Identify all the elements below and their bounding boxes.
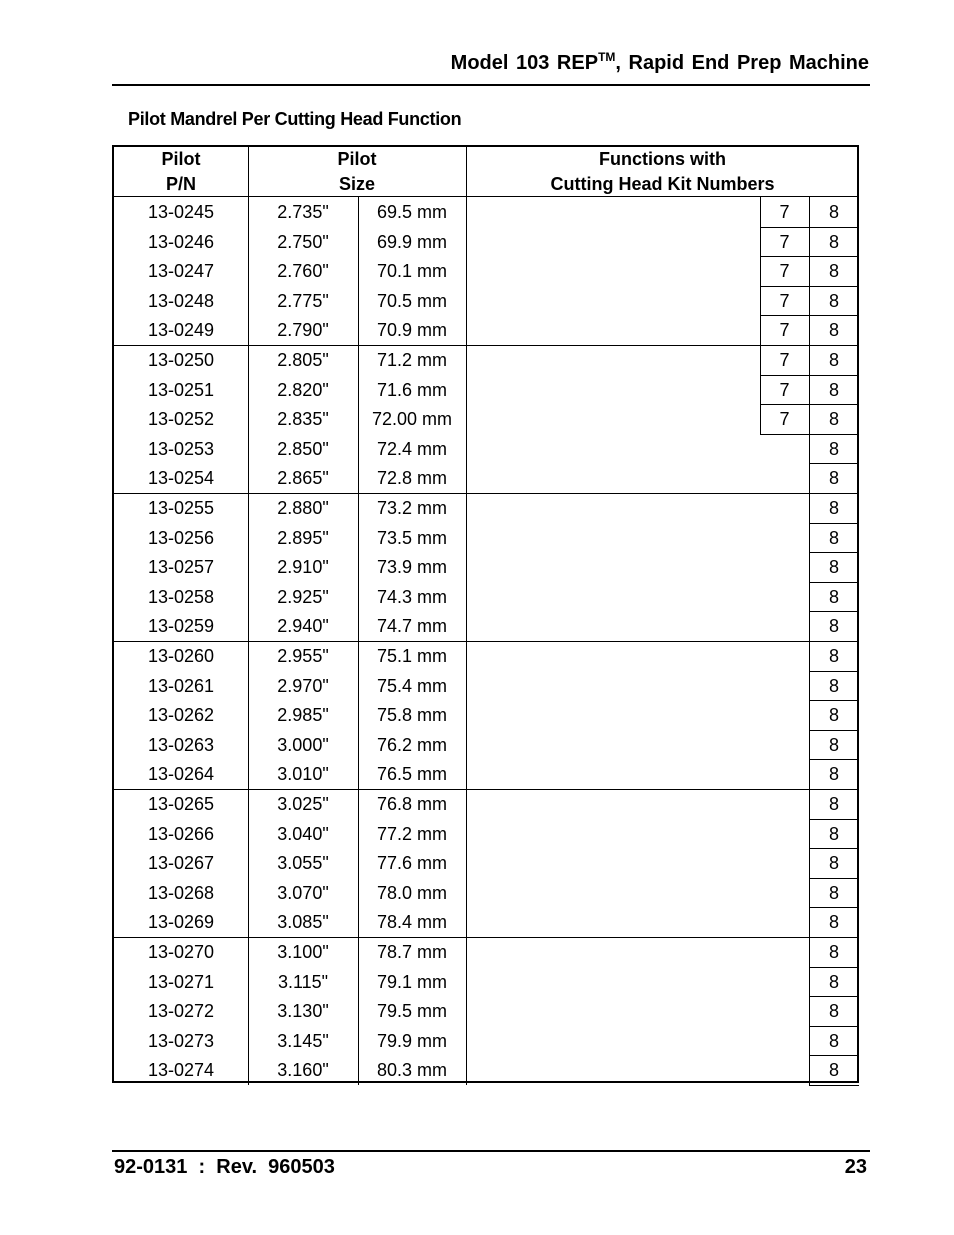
pilot-part-number: 13-0274: [147, 1060, 215, 1081]
header-pilot-pn: [114, 147, 248, 197]
kit-cell-border: [809, 1085, 859, 1086]
kit-8-value: 8: [828, 379, 839, 400]
pilot-size-inch: 2.735": [277, 202, 329, 222]
pilot-part-number: 13-0268: [147, 882, 215, 903]
pilot-part-number: 13-0246: [147, 231, 215, 252]
kit-cell-border: [760, 256, 809, 257]
header-pilot-pn-line2: P/N: [165, 174, 196, 194]
kit-8-value: 8: [828, 350, 839, 370]
kit-8-value: 8: [828, 1030, 839, 1051]
group-divider: [114, 493, 809, 494]
pilot-size-inch: 2.895": [277, 527, 329, 548]
kit-cell-border: [760, 315, 809, 316]
header-functions: [466, 147, 859, 197]
kit-8-value: 8: [828, 942, 839, 962]
pilot-size-mm: 70.9 mm: [376, 320, 448, 341]
pilot-size-inch: 3.040": [277, 823, 329, 844]
pilot-size-inch: 2.970": [277, 675, 329, 696]
pilot-size-mm: 74.7 mm: [376, 616, 448, 637]
pilot-size-inch: 2.880": [277, 498, 329, 518]
pilot-size-inch: 2.835": [277, 409, 329, 430]
pilot-size-mm: 73.9 mm: [376, 557, 448, 578]
header-divider: [114, 196, 859, 197]
pilot-part-number: 13-0247: [147, 261, 215, 282]
page-header-title: [451, 52, 869, 75]
kit-cell-border: [809, 463, 859, 464]
kit-8-value: 8: [828, 971, 839, 992]
group-divider: [114, 789, 809, 790]
kit-cell-border: [809, 611, 859, 612]
kit-cell-border: [809, 1055, 859, 1056]
pilot-size-inch: 2.910": [277, 557, 329, 578]
kit-cell-border: [809, 345, 859, 346]
pilot-size-inch: 2.985": [277, 705, 329, 726]
pilot-size-mm: 73.5 mm: [376, 527, 448, 548]
pilot-size-inch: 2.820": [277, 379, 329, 400]
model-description: , Rapid End Prep Machine: [615, 52, 869, 74]
kit-7-value: 7: [779, 379, 790, 400]
kit-8-value: 8: [828, 882, 839, 903]
kit-8-value: 8: [828, 498, 839, 518]
kit-8-value: 8: [828, 705, 839, 726]
kit-cell-border: [809, 404, 859, 405]
pilot-size-inch: 3.025": [277, 794, 329, 814]
kit-cell-border: [809, 1026, 859, 1027]
pilot-size-inch: 3.085": [277, 912, 329, 933]
kit-8-value: 8: [828, 734, 839, 755]
pilot-size-mm: 75.4 mm: [376, 675, 448, 696]
kit-7-value: 7: [779, 202, 790, 222]
kit-8-value: 8: [828, 409, 839, 430]
kit-8-value: 8: [828, 557, 839, 578]
pilot-part-number: 13-0252: [147, 409, 215, 430]
kit-7-value: 7: [779, 231, 790, 252]
header-functions-line2: Cutting Head Kit Numbers: [550, 174, 775, 194]
kit-cell-border: [760, 315, 761, 345]
pilot-part-number: 13-0256: [147, 527, 215, 548]
pilot-part-number: 13-0267: [147, 853, 215, 874]
pilot-size-inch: 3.070": [277, 882, 329, 903]
pilot-size-mm: 71.6 mm: [376, 379, 448, 400]
pilot-part-number: 13-0273: [147, 1030, 215, 1051]
pilot-size-inch: 2.760": [277, 261, 329, 282]
kit-7-value: 7: [779, 320, 790, 341]
pilot-part-number: 13-0271: [147, 971, 215, 992]
pilot-size-mm: 73.2 mm: [376, 498, 448, 518]
pilot-size-inch: 3.055": [277, 853, 329, 874]
kit-cell-border: [760, 256, 761, 286]
kit-8-value: 8: [828, 764, 839, 785]
pilot-size-mm: 79.9 mm: [376, 1030, 448, 1051]
kit-cell-border: [809, 552, 859, 553]
pilot-part-number: 13-0259: [147, 616, 215, 637]
pilot-size-mm: 80.3 mm: [376, 1060, 448, 1081]
pilot-size-mm: 72.4 mm: [376, 438, 448, 459]
kit-cell-border: [760, 375, 761, 405]
kit-cell-border: [809, 789, 859, 790]
kit-7-value: 7: [779, 350, 790, 370]
pilot-part-number: 13-0262: [147, 705, 215, 726]
pilot-size-mm: 75.1 mm: [376, 646, 448, 666]
pilot-part-number: 13-0269: [147, 912, 215, 933]
pilot-size-inch: 3.000": [277, 734, 329, 755]
pilot-size-mm: 77.2 mm: [376, 823, 448, 844]
pilot-size-mm: 78.7 mm: [376, 942, 448, 962]
header-rule: [112, 84, 870, 86]
pilot-size-mm: 70.5 mm: [376, 290, 448, 311]
kit-8-value: 8: [828, 1060, 839, 1081]
pilot-part-number: 13-0266: [147, 823, 215, 844]
pilot-size-inch: 3.130": [277, 1001, 329, 1022]
pilot-size-inch: 3.115": [277, 971, 329, 992]
kit-8-value: 8: [828, 261, 839, 282]
group-divider: [114, 937, 809, 938]
pilot-size-inch: 2.850": [277, 438, 329, 459]
kit-cell-border: [809, 819, 859, 820]
kit-8-value: 8: [828, 912, 839, 933]
kit-cell-border: [760, 404, 809, 405]
pilot-part-number: 13-0245: [147, 202, 215, 222]
kit-cell-border: [809, 375, 859, 376]
kit-7-value: 7: [779, 261, 790, 282]
pilot-part-number: 13-0253: [147, 438, 215, 459]
pilot-size-mm: 76.8 mm: [376, 794, 448, 814]
kit-8-value: 8: [828, 675, 839, 696]
pilot-size-mm: 76.2 mm: [376, 734, 448, 755]
pilot-part-number: 13-0249: [147, 320, 215, 341]
kit-cell-border: [809, 700, 859, 701]
pilot-part-number: 13-0263: [147, 734, 215, 755]
pilot-size-mm: 78.0 mm: [376, 882, 448, 903]
footer-rule: [112, 1150, 870, 1152]
kit-cell-border: [760, 345, 809, 346]
kit-cell-border: [809, 937, 859, 938]
pilot-size-mm: 71.2 mm: [376, 350, 448, 370]
pilot-size-mm: 72.00 mm: [371, 409, 453, 430]
kit-8-value: 8: [828, 794, 839, 814]
kit-cell-border: [809, 967, 859, 968]
pilot-size-mm: 77.6 mm: [376, 853, 448, 874]
pilot-size-inch: 2.775": [277, 290, 329, 311]
pilot-part-number: 13-0264: [147, 764, 215, 785]
kit-8-value: 8: [828, 586, 839, 607]
kit-8-value: 8: [828, 438, 839, 459]
pilot-size-inch: 3.010": [277, 764, 329, 785]
header-pilot-size-line2: Size: [338, 174, 376, 194]
kit-8-value: 8: [828, 202, 839, 222]
kit-cell-border: [760, 286, 761, 316]
kit-7-value: 7: [779, 409, 790, 430]
kit-8-value: 8: [828, 853, 839, 874]
kit-cell-border: [760, 227, 761, 257]
column-divider: [466, 147, 467, 1085]
kit-cell-border: [809, 671, 859, 672]
pilot-size-inch: 2.865": [277, 468, 329, 489]
kit-8-value: 8: [828, 1001, 839, 1022]
kit-cell-border: [809, 848, 859, 849]
trademark-mark: TM: [598, 50, 616, 64]
kit-8-value: 8: [828, 231, 839, 252]
pilot-size-inch: 3.160": [277, 1060, 329, 1081]
pilot-part-number: 13-0272: [147, 1001, 215, 1022]
kit-cell-border: [809, 878, 859, 879]
model-name: Model 103 REP: [450, 52, 599, 74]
pilot-mandrel-table: [112, 145, 859, 1083]
pilot-size-mm: 69.5 mm: [376, 202, 448, 222]
pilot-part-number: 13-0257: [147, 557, 215, 578]
pilot-size-inch: 2.805": [277, 350, 329, 370]
pilot-part-number: 13-0255: [147, 498, 215, 518]
kit-cell-border: [760, 434, 809, 435]
kit-cell-border: [760, 375, 809, 376]
kit-cell-border: [809, 996, 859, 997]
pilot-size-mm: 70.1 mm: [376, 261, 448, 282]
pilot-part-number: 13-0258: [147, 586, 215, 607]
pilot-size-mm: 69.9 mm: [376, 231, 448, 252]
header-pilot-pn-line1: Pilot: [161, 149, 201, 169]
pilot-part-number: 13-0250: [147, 350, 215, 370]
group-divider: [114, 345, 809, 346]
kit-cell-border: [809, 315, 859, 316]
kit-cell-border: [809, 256, 859, 257]
kit-cell-border: [809, 582, 859, 583]
kit-7-value: 7: [779, 290, 790, 311]
kit-8-value: 8: [828, 320, 839, 341]
pilot-part-number: 13-0254: [147, 468, 215, 489]
kit-cell-border: [809, 523, 859, 524]
pilot-part-number: 13-0265: [147, 794, 215, 814]
kit-cell-border: [760, 227, 809, 228]
pilot-part-number: 13-0270: [147, 942, 215, 962]
pilot-part-number: 13-0261: [147, 675, 215, 696]
header-pilot-size-line1: Pilot: [337, 149, 377, 169]
pilot-part-number: 13-0251: [147, 379, 215, 400]
header-functions-line1: Functions with: [599, 149, 726, 169]
pilot-part-number: 13-0248: [147, 290, 215, 311]
kit-8-value: 8: [828, 646, 839, 666]
pilot-size-inch: 2.750": [277, 231, 329, 252]
kit-cell-border: [809, 730, 859, 731]
pilot-size-mm: 79.5 mm: [376, 1001, 448, 1022]
kit-8-value: 8: [828, 616, 839, 637]
kit-8-value: 8: [828, 468, 839, 489]
pilot-size-inch: 2.955": [277, 646, 329, 666]
pilot-size-mm: 78.4 mm: [376, 912, 448, 933]
kit-cell-border: [809, 907, 859, 908]
pilot-size-mm: 75.8 mm: [376, 705, 448, 726]
pilot-size-inch: 2.940": [277, 616, 329, 637]
kit-8-value: 8: [828, 823, 839, 844]
pilot-size-inch: 2.790": [277, 320, 329, 341]
kit-cell-border: [760, 345, 761, 375]
pilot-size-mm: 74.3 mm: [376, 586, 448, 607]
group-divider: [114, 641, 809, 642]
kit-cell-border: [809, 759, 859, 760]
kit-cell-border: [809, 641, 859, 642]
kit-cell-border: [760, 197, 761, 227]
document-revision: 92-0131 : Rev. 960503: [114, 1156, 335, 1178]
pilot-size-inch: 3.145": [277, 1030, 329, 1051]
pilot-size-mm: 76.5 mm: [376, 764, 448, 785]
header-pilot-size: [248, 147, 466, 197]
kit-cell-border: [760, 286, 809, 287]
pilot-part-number: 13-0260: [147, 646, 215, 666]
pilot-size-inch: 2.925": [277, 586, 329, 607]
page-number: 23: [844, 1156, 867, 1178]
pilot-size-inch: 3.100": [277, 942, 329, 962]
kit-cell-border: [809, 286, 859, 287]
section-title: Pilot Mandrel Per Cutting Head Function: [128, 109, 462, 129]
kit-cell-border: [809, 227, 859, 228]
kit-cell-border: [760, 404, 761, 434]
kit-cell-border: [809, 493, 859, 494]
kit-8-value: 8: [828, 290, 839, 311]
kit-cell-border: [809, 434, 859, 435]
pilot-size-mm: 72.8 mm: [376, 468, 448, 489]
kit-8-value: 8: [828, 527, 839, 548]
pilot-size-mm: 79.1 mm: [376, 971, 448, 992]
